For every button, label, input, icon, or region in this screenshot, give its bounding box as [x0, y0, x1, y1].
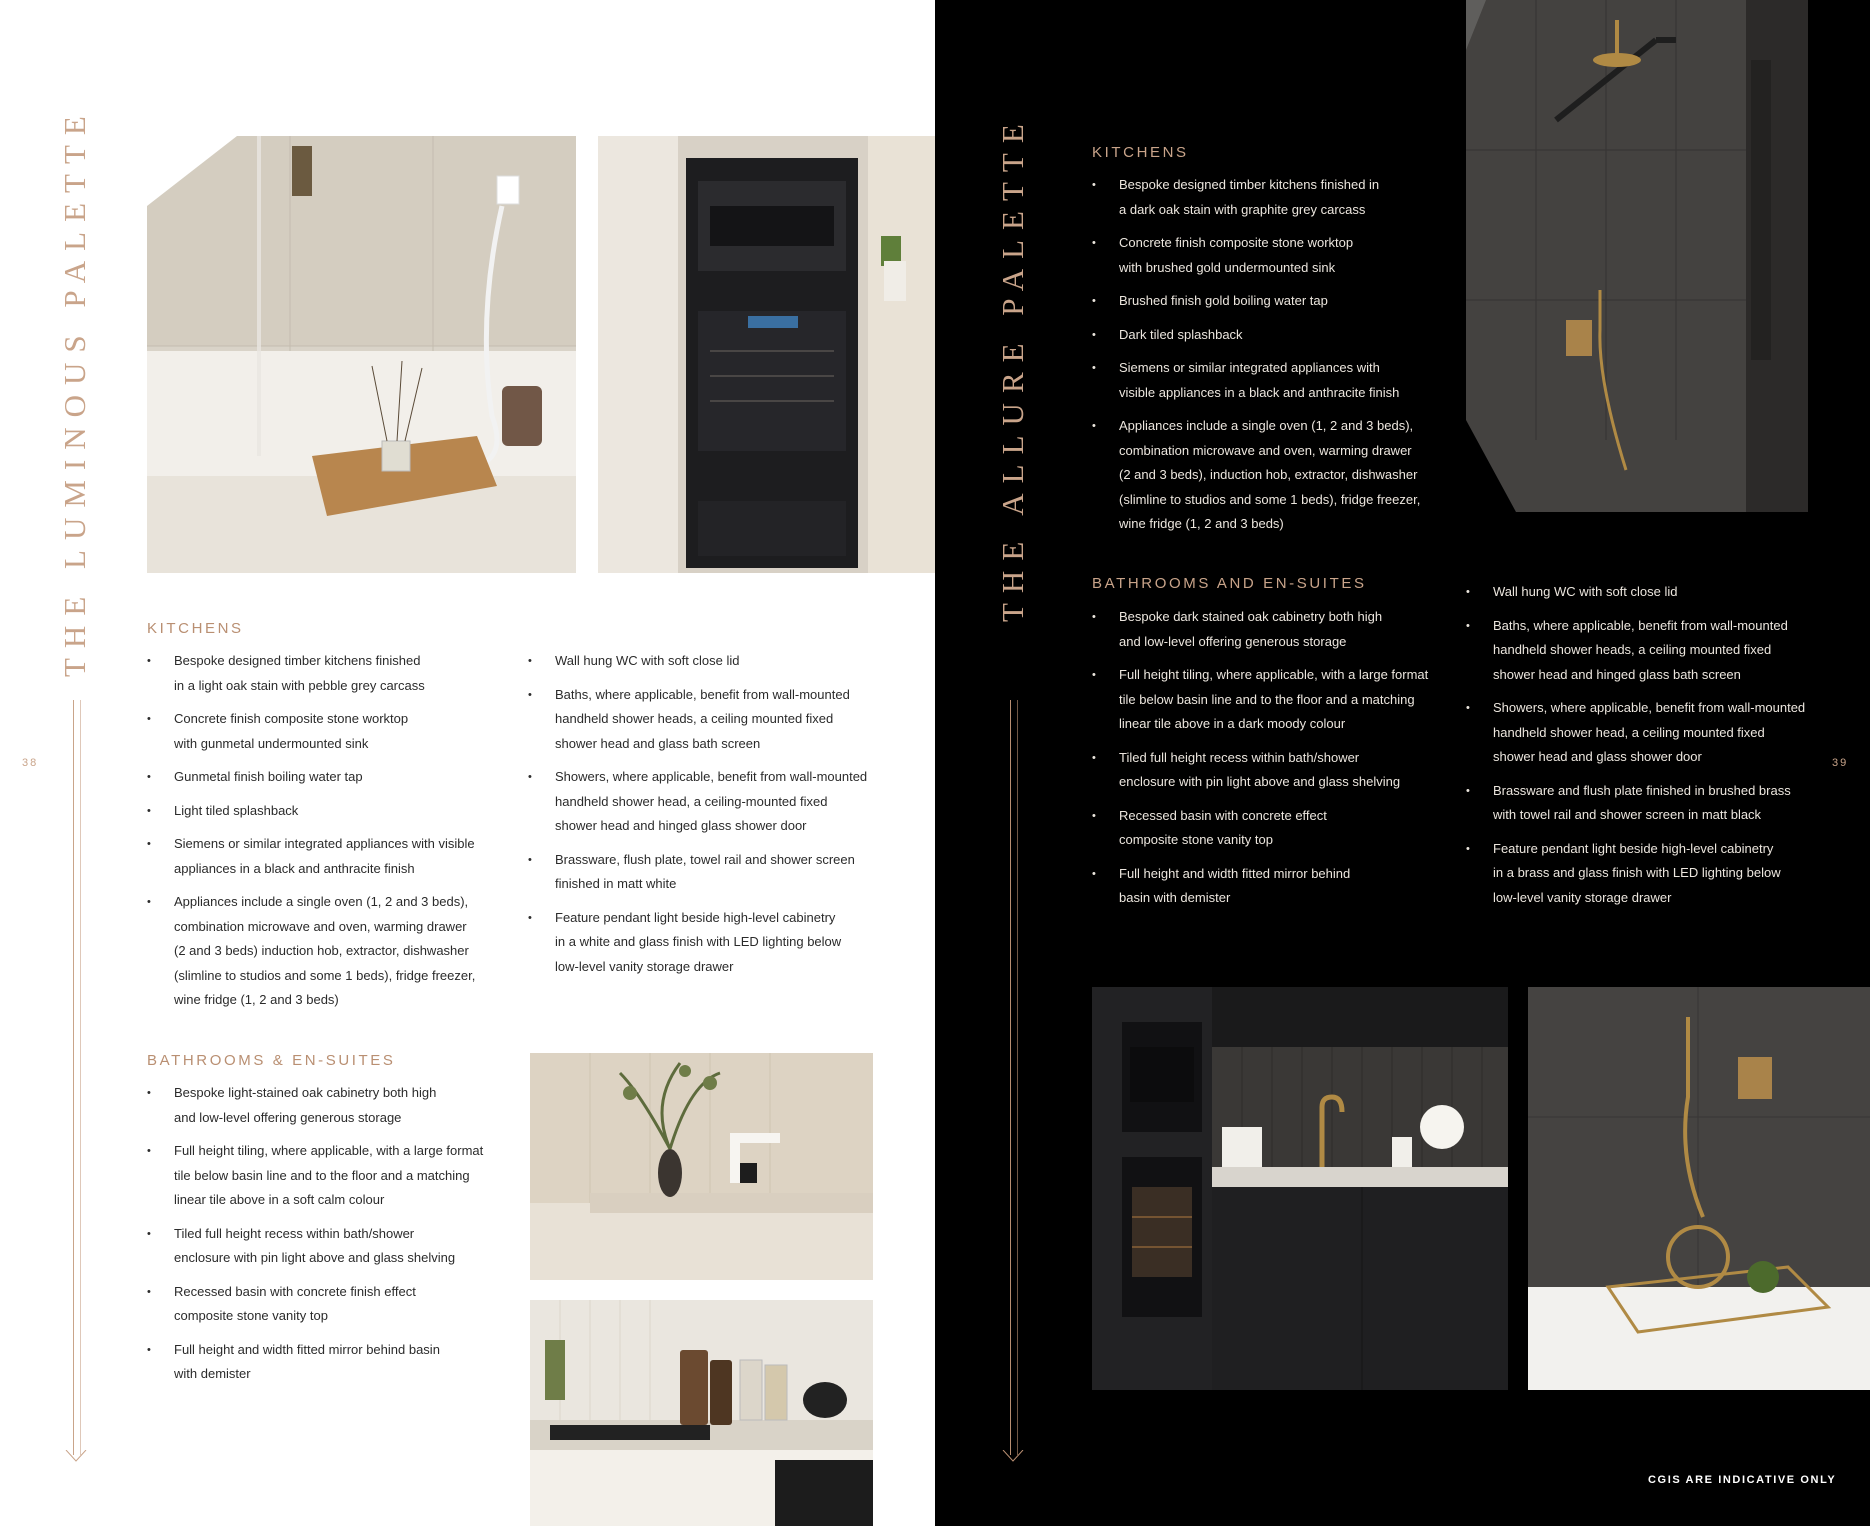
- list-item: • Appliances include a single oven (1, 2 and 3 beds), combination microwave and oven, warming drawer (2 and 3 beds) induction hob, extractor, dishwasher (slimline to studios and some 1 beds), fridge freezer, wine fridge (1, 2 and 3 beds): [147, 890, 527, 1013]
- list-item: • Showers, where applicable, benefit from wall-mounted handheld shower head, a ceiling mounted fixed shower head and glass shower door: [1466, 696, 1846, 770]
- decorative-rule: [73, 700, 74, 1455]
- list-item: • Tiled full height recess within bath/shower enclosure with pin light above and glass shelving: [147, 1222, 527, 1271]
- list-item: • Bespoke light-stained oak cabinetry both high and low-level offering generous storage: [147, 1081, 527, 1130]
- dark-kitchen-photo: [1092, 987, 1508, 1390]
- kitchen-oven-photo: [598, 136, 935, 573]
- list-item: • Light tiled splashback: [147, 799, 527, 824]
- list-item: • Baths, where applicable, benefit from wall-mounted handheld shower heads, a ceiling mounted fixed shower head and hinged glass bath screen: [1466, 614, 1846, 688]
- kitchens-heading: KITCHENS: [1092, 144, 1189, 161]
- list-item: • Brassware, flush plate, towel rail and shower screen finished in matt white: [528, 848, 898, 897]
- basin-photo: [530, 1053, 873, 1280]
- decorative-rule: [80, 700, 81, 1455]
- list-item: • Concrete finish composite stone worktop with gunmetal undermounted sink: [147, 707, 527, 756]
- right-page: [935, 0, 1870, 1526]
- list-item: • Wall hung WC with soft close lid: [528, 649, 898, 674]
- bathrooms-heading: BATHROOMS AND EN-SUITES: [1092, 575, 1367, 592]
- list-item: • Full height and width fitted mirror behind basin with demister: [1092, 862, 1462, 911]
- list-item: • Full height tiling, where applicable, with a large format tile below basin line and to the floor and a matching linear tile above in a dark moody colour: [1092, 663, 1462, 737]
- list-item: • Feature pendant light beside high-level cabinetry in a white and glass finish with LED lighting below low-level vanity storage drawer: [528, 906, 898, 980]
- bathrooms-spec-list-continued: [528, 649, 898, 988]
- list-item: • Siemens or similar integrated appliances with visible appliances in a black and anthracite finish: [1092, 356, 1432, 405]
- page-number: 38: [22, 757, 39, 769]
- list-item: • Feature pendant light beside high-level cabinetry in a brass and glass finish with LED lighting below low-level vanity storage drawer: [1466, 837, 1846, 911]
- list-item: • Showers, where applicable, benefit from wall-mounted handheld shower head, a ceiling-mounted fixed shower head and hinged glass shower door: [528, 765, 898, 839]
- list-item: • Recessed basin with concrete effect composite stone vanity top: [1092, 804, 1462, 853]
- list-item: • Siemens or similar integrated appliances with visible appliances in a black and anthracite finish: [147, 832, 527, 881]
- decorative-rule: [1017, 700, 1018, 1455]
- list-item: • Gunmetal finish boiling water tap: [147, 765, 527, 790]
- shower-photo: [1466, 0, 1808, 512]
- vertical-title-luminous: THE LUMINOUS PALETTE: [57, 106, 92, 677]
- bathrooms-spec-list: [147, 1081, 527, 1396]
- decorative-rule: [1010, 700, 1011, 1455]
- rule-arrow-icon: [65, 1450, 87, 1462]
- list-item: • Concrete finish composite stone worktop with brushed gold undermounted sink: [1092, 231, 1432, 280]
- list-item: • Full height tiling, where applicable, with a large format tile below basin line and to the floor and a matching linear tile above in a soft calm colour: [147, 1139, 527, 1213]
- worktop-photo: [530, 1300, 873, 1526]
- cgi-disclaimer: CGIS ARE INDICATIVE ONLY: [1648, 1474, 1837, 1486]
- list-item: • Appliances include a single oven (1, 2 and 3 beds), combination microwave and oven, warming drawer (2 and 3 beds), induction hob, extractor, dishwasher (slimline to studios and some 1 beds), fridge freezer, wine fridge (1, 2 and 3 beds): [1092, 414, 1432, 537]
- list-item: • Brassware and flush plate finished in brushed brass with towel rail and shower screen in matt black: [1466, 779, 1846, 828]
- bathrooms-heading: BATHROOMS & EN-SUITES: [147, 1052, 396, 1069]
- kitchens-spec-list: [1092, 173, 1432, 546]
- list-item: • Bespoke designed timber kitchens finished in a dark oak stain with graphite grey carcass: [1092, 173, 1432, 222]
- kitchens-spec-list: [147, 649, 527, 1022]
- bathrooms-spec-list-continued: [1466, 580, 1849, 919]
- list-item: • Brushed finish gold boiling water tap: [1092, 289, 1432, 314]
- list-item: • Wall hung WC with soft close lid: [1466, 580, 1846, 605]
- list-item: • Baths, where applicable, benefit from wall-mounted handheld shower heads, a ceiling mounted fixed shower head and glass bath screen: [528, 683, 898, 757]
- list-item: • Recessed basin with concrete finish effect composite stone vanity top: [147, 1280, 527, 1329]
- vertical-title-allure: THE ALLURE PALETTE: [995, 114, 1030, 622]
- list-item: • Full height and width fitted mirror behind basin with demister: [147, 1338, 527, 1387]
- list-item: • Bespoke designed timber kitchens finished in a light oak stain with pebble grey carcass: [147, 649, 527, 698]
- brass-bath-photo: [1528, 987, 1870, 1390]
- page-number: 39: [1832, 757, 1849, 769]
- list-item: • Dark tiled splashback: [1092, 323, 1432, 348]
- rule-arrow-icon: [1002, 1450, 1024, 1462]
- list-item: • Tiled full height recess within bath/shower enclosure with pin light above and glass shelving: [1092, 746, 1462, 795]
- kitchens-heading: KITCHENS: [147, 620, 244, 637]
- bathrooms-spec-list: [1092, 605, 1462, 920]
- bath-photo: [147, 136, 576, 573]
- list-item: • Bespoke dark stained oak cabinetry both high and low-level offering generous storage: [1092, 605, 1462, 654]
